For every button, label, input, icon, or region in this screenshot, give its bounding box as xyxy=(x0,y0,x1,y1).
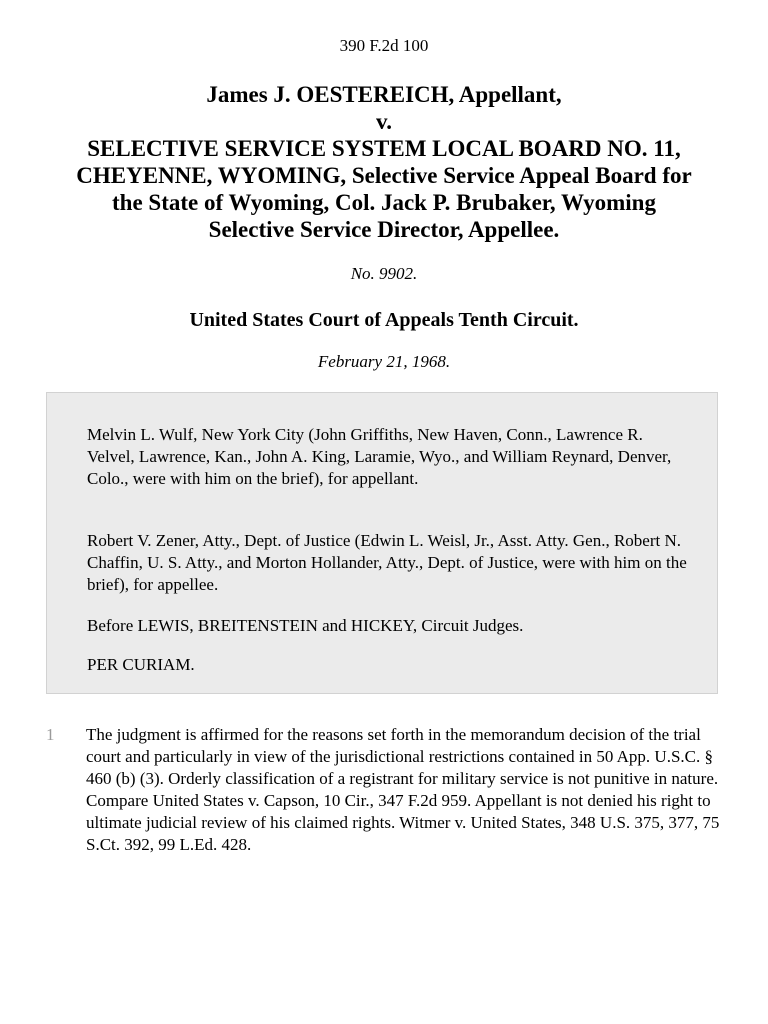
title-line-appellee-2: CHEYENNE, WYOMING, Selective Service Appeal Board for xyxy=(76,163,692,188)
docket-number: No. 9902. xyxy=(350,264,418,283)
per-curiam-label: PER CURIAM. xyxy=(87,655,195,674)
title-line-appellee-3: the State of Wyoming, Col. Jack P. Brubaker, Wyoming xyxy=(112,190,656,215)
opinion-paragraph: The judgment is affirmed for the reasons set forth in the memorandum decision of the trial court and particularly in view of the jurisdictional restrictions contained in 50 App. U.S.C. § 460 (b) (3). Orderly classification of a registrant for military service is not punitive in nature. Compare United States v. Capson, 10 Cir., 347 F.2d 959. Appellant is not denied his right to ultimate judicial review of his claimed rights. Witmer v. United States, 348 U.S. 375, 377, 75 S.Ct. 392, 99 L.Ed. 428. xyxy=(86,725,720,854)
title-line-versus: v. xyxy=(376,109,392,134)
counsel-section xyxy=(46,392,718,694)
judges-panel: Before LEWIS, BREITENSTEIN and HICKEY, Circuit Judges. xyxy=(87,616,524,635)
counsel-appellant: Melvin L. Wulf, New York City (John Griffiths, New Haven, Conn., Lawrence R. Velvel, Lawrence, Kan., John A. King, Laramie, Wyo., and William Reynard, Denver, Colo., were with him on the brief), for appellant. xyxy=(87,425,672,488)
title-line-appellant: James J. OESTEREICH, Appellant, xyxy=(206,82,562,107)
title-line-appellee-1: SELECTIVE SERVICE SYSTEM LOCAL BOARD NO. 11, xyxy=(87,136,681,161)
case-title xyxy=(30,81,738,243)
court-name: United States Court of Appeals Tenth Circuit. xyxy=(189,309,579,331)
title-line-appellee-4: Selective Service Director, Appellee. xyxy=(208,217,560,242)
case-citation: 390 F.2d 100 xyxy=(339,36,429,55)
counsel-appellee: Robert V. Zener, Atty., Dept. of Justice (Edwin L. Weisl, Jr., Asst. Atty. Gen., Robert N. Chaffin, U. S. Atty., and Morton Hollander, Atty., Dept. of Justice, were with him on the brief), for appellee. xyxy=(87,531,687,594)
paragraph-number: 1 xyxy=(46,725,55,744)
decision-date: February 21, 1968. xyxy=(317,352,451,371)
